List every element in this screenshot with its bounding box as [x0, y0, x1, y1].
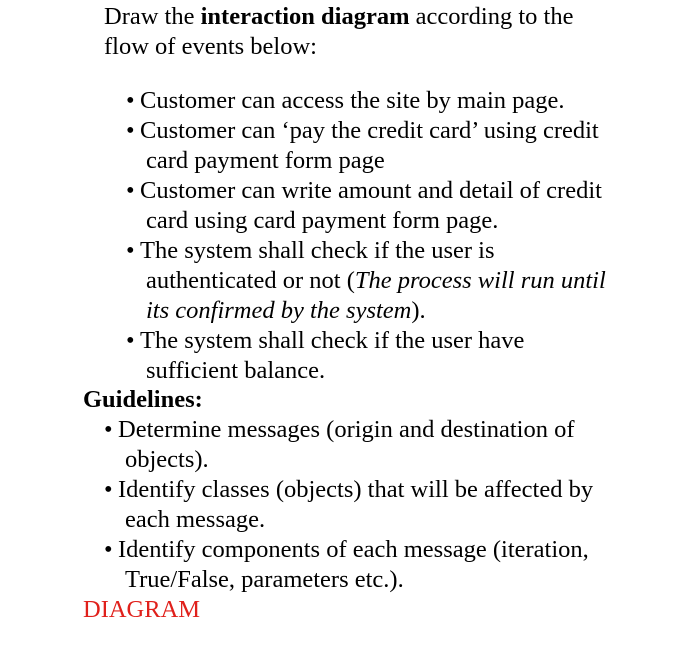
event-item: [126, 326, 606, 386]
event-text-cont: card payment form page: [146, 147, 385, 174]
intro-prefix: Draw the: [104, 3, 201, 30]
bullet-icon: •: [104, 536, 113, 563]
bullet-icon: •: [126, 237, 135, 264]
intro-suffix: according to the: [409, 3, 574, 30]
event-text: The system shall check if the user is: [140, 237, 495, 264]
guidelines-list: [104, 415, 593, 595]
guideline-text-cont: each message.: [125, 506, 266, 533]
event-item: [126, 176, 606, 236]
event-text-cont: [126, 296, 606, 326]
bullet-icon: •: [126, 87, 135, 114]
guideline-item: [104, 535, 593, 595]
diagram-label: DIAGRAM: [83, 596, 201, 623]
intro-line-1: [104, 2, 573, 32]
event-item: [126, 116, 606, 176]
guideline-text: Identify components of each message (iteration,: [118, 536, 589, 563]
event-item: [126, 236, 606, 326]
bullet-icon: •: [126, 327, 135, 354]
guidelines-heading: Guidelines:: [83, 386, 203, 413]
guideline-item: [104, 475, 593, 535]
guideline-text-cont: True/False, parameters etc.).: [125, 566, 404, 593]
event-list: [126, 86, 606, 386]
bullet-icon: •: [126, 177, 135, 204]
bullet-icon: •: [104, 476, 113, 503]
event-text-cont: card using card payment form page.: [146, 207, 499, 234]
intro-bold-term: interaction diagram: [200, 3, 410, 30]
guideline-text-cont: objects).: [125, 446, 209, 473]
guideline-text: Determine messages (origin and destination of: [118, 416, 575, 443]
bullet-icon: •: [126, 117, 135, 144]
bullet-icon: •: [104, 416, 113, 443]
event-text: Customer can write amount and detail of credit: [140, 177, 602, 204]
event-text: Customer can access the site by main page.: [140, 87, 565, 114]
event-text-cont: [126, 266, 606, 296]
guideline-item: [104, 415, 593, 475]
event-text-plain: authenticated or not (: [146, 267, 355, 294]
event-item: [126, 86, 606, 116]
intro-paragraph: [104, 2, 573, 62]
event-text: The system shall check if the user have: [140, 327, 525, 354]
guideline-text: Identify classes (objects) that will be affected by: [118, 476, 594, 503]
event-text-tail: ).: [411, 297, 426, 324]
event-text: Customer can ‘pay the credit card’ using credit: [140, 117, 599, 144]
event-text-italic: The process will run until: [354, 267, 606, 294]
intro-line-2: flow of events below:: [104, 33, 317, 60]
event-text-italic: its confirmed by the system: [146, 297, 412, 324]
event-text-cont: sufficient balance.: [146, 357, 326, 384]
